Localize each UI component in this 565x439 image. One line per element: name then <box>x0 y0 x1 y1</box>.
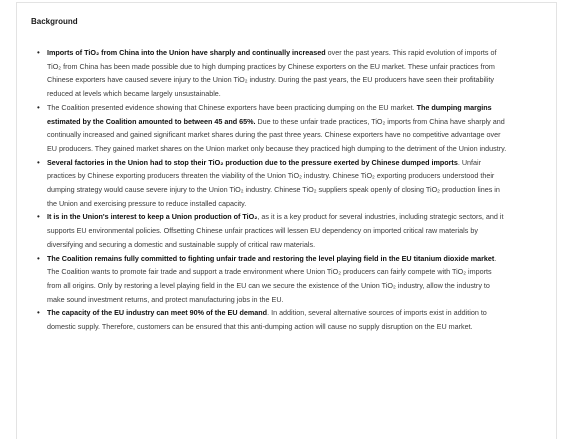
item-bold: The capacity of the EU industry can meet 90% of the EU demand <box>47 308 268 318</box>
item-bold: It is in the Union's interest to keep a Union production of TiO₂ <box>47 212 258 222</box>
item-text: over the past years. This rapid evolution of imports of TiO₂ from China has been made possible due to high dumping practices by Chinese exporters on the EU market. These unfair practices from Chinese exporters have caused severe injury to the Union TiO₂ industry. During the past years, the EU producers have seen their profitability reduced at levels which became largely unsustainable. <box>47 48 497 99</box>
background-card <box>16 2 557 439</box>
item-bold: The dumping margins estimated by the Coalition amounted to between 45 and 65%. <box>47 102 492 126</box>
list-item <box>37 156 507 211</box>
item-pre: The Coalition presented evidence showing that Chinese exporters have been practicing dumping on the EU market. <box>47 102 417 112</box>
list-item <box>37 101 507 156</box>
item-bold: Imports of TiO₂ from China into the Union have sharply and continually increased <box>47 48 326 57</box>
list-item <box>37 46 507 101</box>
item-bold: Several factories in the Union had to stop their TiO₂ production due to the pressure exerted by Chinese dumped imports <box>47 157 458 167</box>
bullet-list <box>37 46 507 334</box>
list-item <box>37 252 507 307</box>
list-item <box>37 306 507 333</box>
item-text: . The Coalition wants to promote fair trade and support a trade environment where Union TiO₂ producers can fairly compete with TiO₂ imports from all origins. Only by restoring a level playing field in the EU can we secure the existence of the Union TiO₂ industry, allow the industry to make sound investment returns, and protect manufacturing jobs in the EU. <box>47 253 497 304</box>
item-text: , as it is a key product for several industries, including strategic sectors, and it supports EU environmental policies. Offsetting Chinese unfair practices will lessen EU dependency on imported critical raw materials by diversifying and securing a domestic and sustainable supply of critical raw materials. <box>47 212 504 249</box>
item-text: . In addition, several alternative sources of imports exist in addition to domestic supply. Therefore, customers can be ensured that this anti-dumping action will cause no supply disruption on the EU market. <box>47 308 487 332</box>
item-bold: The Coalition remains fully committed to fighting unfair trade and restoring the level playing field in the EU titanium dioxide market <box>47 253 495 263</box>
section-heading: Background <box>31 17 78 26</box>
item-text: . Unfair practices by Chinese exporting producers threaten the viability of the Union TiO₂ industry. Chinese TiO₂ exporting producers understood their dumping strategy would cause severe injury to the Union TiO₂ industry. Chinese TiO₂ suppliers speak openly of closing TiO₂ production lines in the Union and exercising pressure to reduce installed capacity. <box>47 157 500 208</box>
item-text: Due to these unfair trade practices, TiO₂ imports from China have sharply and continually increased and gained significant market shares during the past three years. Chinese exporters have no competitive advantage over EU producers. They gained market shares on the Union market only because they practiced high dumping to the detriment of the Union industry. <box>47 116 507 153</box>
list-item <box>37 210 507 251</box>
